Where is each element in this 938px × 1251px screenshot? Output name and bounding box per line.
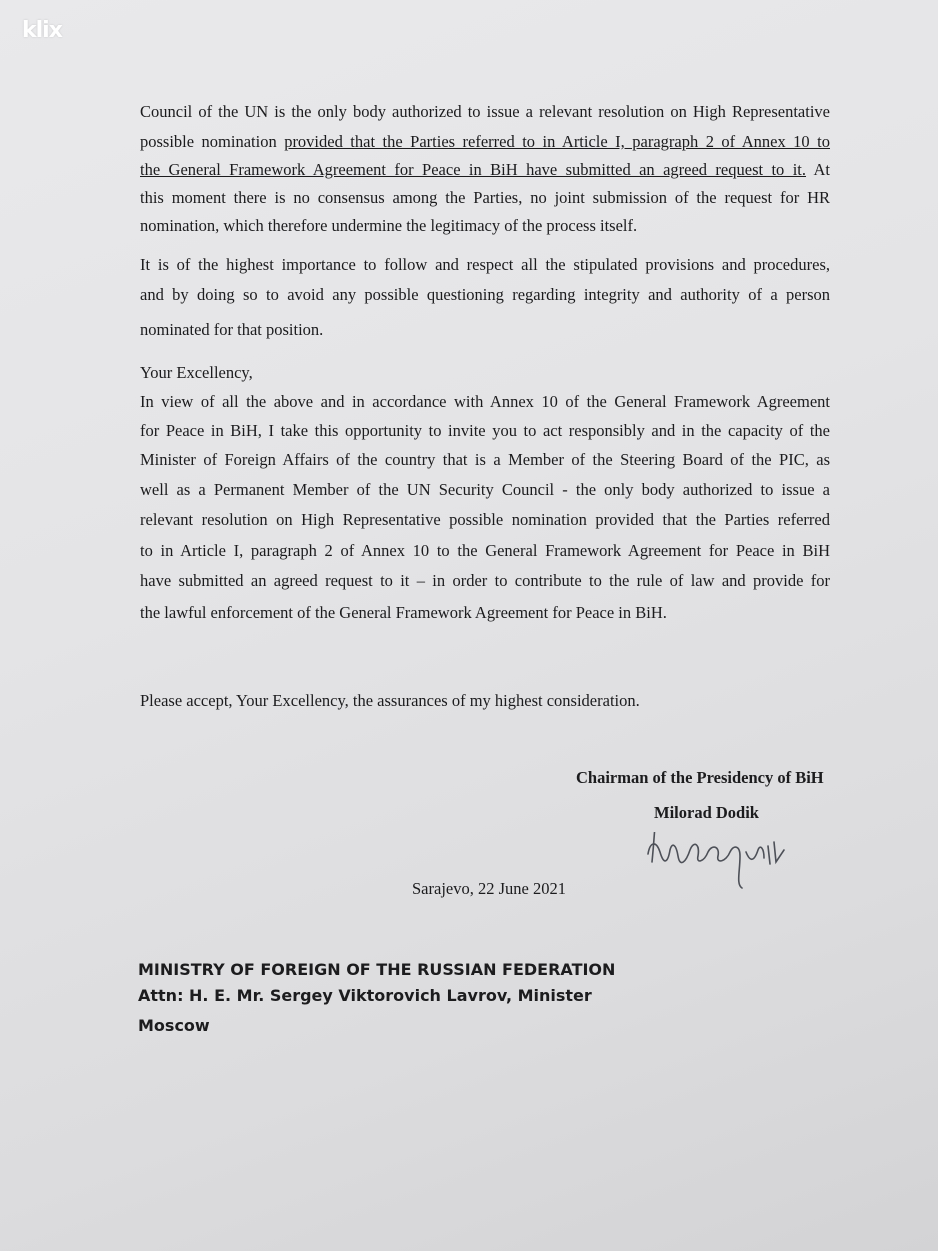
text-line: In view of all the above and in accordance with Annex 10 of the General Framework Agreement — [140, 392, 830, 411]
text-line: relevant resolution on High Representative possible nomination provided that the Parties referred — [140, 510, 830, 529]
place-and-date: Sarajevo, 22 June 2021 — [412, 879, 566, 898]
underlined-text: provided that the Parties referred to in Article I, paragraph 2 of Annex 10 to — [284, 132, 830, 151]
underlined-text: the General Framework Agreement for Peace in BiH have submitted an agreed request to it. — [140, 160, 807, 179]
text-line: have submitted an agreed request to it – in order to contribute to the rule of law and provide for — [140, 571, 830, 590]
text-line: well as a Permanent Member of the UN Security Council - the only body authorized to issue a — [140, 480, 830, 499]
text-line: It is of the highest importance to follow and respect all the stipulated provisions and procedures, — [140, 255, 830, 274]
signatory-name: Milorad Dodik — [654, 803, 759, 822]
recipient-ministry: MINISTRY OF FOREIGN OF THE RUSSIAN FEDERATION — [138, 960, 616, 979]
text-line — [140, 160, 830, 180]
closing-line: Please accept, Your Excellency, the assurances of my highest consideration. — [140, 691, 640, 710]
text-line: Minister of Foreign Affairs of the country that is a Member of the Steering Board of the PIC, as — [140, 450, 830, 469]
text-line: to in Article I, paragraph 2 of Annex 10 to the General Framework Agreement for Peace in BiH — [140, 541, 830, 560]
text-line: nomination, which therefore undermine the legitimacy of the process itself. — [140, 216, 638, 235]
text-line: this moment there is no consensus among the Parties, no joint submission of the request for HR — [140, 188, 830, 207]
text-line: the lawful enforcement of the General Framework Agreement for Peace in BiH. — [140, 603, 667, 622]
salutation: Your Excellency, — [140, 363, 253, 382]
handwritten-signature — [640, 832, 800, 902]
text-line: for Peace in BiH, I take this opportunity to invite you to act responsibly and in the capacity of the — [140, 421, 830, 440]
klix-watermark-logo: klix — [22, 18, 62, 43]
text-segment: possible nomination — [140, 132, 285, 151]
text-line: and by doing so to avoid any possible questioning regarding integrity and authority of a person — [140, 285, 830, 304]
text-line: Council of the UN is the only body authorized to issue a relevant resolution on High Representative — [140, 102, 830, 121]
signatory-title: Chairman of the Presidency of BiH — [576, 768, 824, 787]
text-line — [140, 132, 830, 152]
recipient-city: Moscow — [138, 1016, 210, 1035]
text-segment: At — [806, 160, 831, 179]
recipient-attention: Attn: H. E. Mr. Sergey Viktorovich Lavrov, Minister — [138, 986, 592, 1005]
text-line: nominated for that position. — [140, 320, 324, 339]
